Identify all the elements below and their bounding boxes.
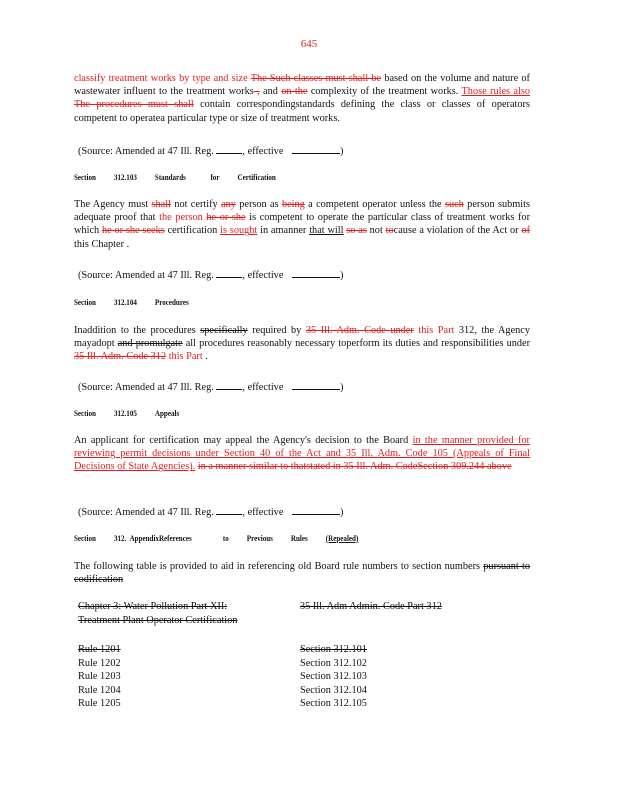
heading-repealed: (Repealed)	[325, 533, 359, 543]
body-text: Inaddition to the procedures	[74, 325, 201, 336]
deleted-text: he or she	[206, 212, 246, 224]
inserted-text: Those rules also	[461, 86, 530, 98]
left-header-line: Chapter 3: Water Pollution Part XII:	[78, 601, 228, 612]
paragraph-appendix-intro	[74, 560, 530, 586]
heading-number: 312.	[113, 533, 127, 543]
deleted-text: he or she seeks	[101, 225, 165, 237]
blank-line	[216, 268, 242, 278]
blank-line	[292, 144, 340, 154]
table-row: Section 312.101	[300, 644, 367, 655]
body-text: .	[202, 351, 208, 363]
inserted-text: is sought	[220, 225, 258, 237]
body-text: complexity of the treatment works.	[307, 86, 462, 98]
heading-word: Previous	[246, 533, 273, 543]
heading-section: Section	[74, 533, 96, 543]
table-row: Section 312.102	[300, 657, 367, 669]
source-label: (Source: Amended at 47 Ill. Reg.	[78, 382, 214, 393]
inserted-text: this Part	[418, 325, 455, 336]
body-text: a competent operator unless the	[304, 199, 445, 210]
left-header-line: Treatment Plant Operator Certification	[78, 614, 238, 626]
inserted-text: the person	[159, 212, 203, 224]
body-text: that will	[309, 225, 344, 237]
table-row: Section 312.105	[300, 698, 367, 710]
body-text: person as	[235, 199, 282, 210]
heading-section: Section	[74, 297, 96, 307]
inserted-text: in the manner provided for reviewing permit decisions under Section 40 of the Act and 35 Ill. Adm. Code 105 (Appeals of Final Decisions of State Agencies).	[74, 435, 530, 473]
paragraph-standards	[74, 198, 530, 251]
body-text: is competent to operate the particular class of treatment works for which	[74, 212, 530, 237]
heading-title: Procedures	[154, 297, 189, 307]
paragraph-procedures	[74, 324, 530, 364]
body-text: contain correspondingstandards defining the class or classes of operators competent to operatea particular type or size of treatment works.	[74, 99, 530, 124]
body-text: in amanner	[257, 225, 310, 237]
heading-section: Section	[74, 408, 96, 418]
body-text: required by	[247, 325, 306, 336]
page-number: 645	[300, 38, 318, 50]
table-row: Section 312.103	[300, 671, 367, 683]
heading-word: Certification	[237, 172, 276, 182]
body-text: 312, the Agency mayadopt	[74, 325, 531, 350]
body-text: person submits adequate proof that	[74, 199, 530, 224]
deleted-text: shall	[151, 199, 171, 210]
heading-word: for	[210, 172, 220, 182]
deleted-text: 35 Ill. Adm. Code 312	[74, 351, 167, 363]
body-text: all procedures reasonably necessary toperform its duties and responsibilities under	[182, 338, 531, 350]
heading-number: 312.103	[113, 172, 137, 182]
deleted-text: specifically	[200, 325, 248, 336]
source-effective: , effective	[242, 507, 284, 518]
body-text: The Agency must	[74, 199, 152, 210]
source-note-3: (Source: Amended at 47 Ill. Reg. , effective )	[78, 382, 344, 393]
table-row: Rule 1202	[78, 657, 121, 669]
paragraph-classification	[74, 72, 530, 125]
deleted-text: to	[385, 225, 394, 237]
body-text: not	[366, 225, 386, 237]
body-text: cause a violation of the Act or	[393, 225, 522, 237]
source-note-4: (Source: Amended at 47 Ill. Reg. , effective )	[78, 507, 344, 518]
deleted-text: in a manner similar to thatstated in 35 Ill. Adm. CodeSection 309.244 above	[197, 461, 512, 473]
blank-line	[216, 144, 242, 154]
source-note-2: (Source: Amended at 47 Ill. Reg. , effective )	[78, 270, 344, 281]
heading-title: AppendixReferences	[129, 533, 192, 543]
paragraph-appeals	[74, 434, 530, 474]
body-text: certification	[164, 225, 221, 237]
blank-line	[216, 505, 242, 515]
heading-word: to	[222, 533, 229, 543]
table-row: Rule 1203	[78, 671, 121, 683]
table-row: Rule 1205	[78, 698, 121, 710]
deleted-text: such	[444, 199, 464, 210]
deleted-text: of	[521, 225, 531, 237]
table-row: Rule 1201	[78, 644, 121, 655]
deleted-text: ,	[253, 86, 260, 98]
source-note-1: (Source: Amended at 47 Ill. Reg. , effective )	[78, 146, 344, 157]
heading-section: Section	[74, 172, 96, 182]
table-left-header	[78, 600, 237, 627]
heading-word: Rules	[290, 533, 308, 543]
table-right-column	[300, 643, 367, 711]
heading-number: 312.104	[113, 297, 137, 307]
source-label: (Source: Amended at 47 Ill. Reg.	[78, 270, 214, 281]
table-row: Section 312.104	[300, 684, 367, 696]
section-heading-312-105	[74, 408, 197, 418]
body-text: An applicant for certification may appeal the Agency's decision to the Board	[74, 435, 413, 446]
deleted-text: The Such classes must shall be	[250, 73, 382, 84]
inserted-text: classify treatment works by type and size	[74, 73, 251, 84]
deleted-text: and promulgate	[117, 338, 183, 350]
heading-title: Standards	[154, 172, 186, 182]
source-label: (Source: Amended at 47 Ill. Reg.	[78, 507, 214, 518]
body-text: The following table is provided to aid in referencing old Board rule numbers to section numbers	[74, 561, 484, 572]
blank-line	[292, 505, 340, 515]
table-right-header: 35 Ill. Adm Admin. Code Part 312	[300, 601, 442, 612]
body-text: this Chapter .	[74, 238, 130, 250]
body-text: based on the volume and nature of wastewater influent to the treatment works	[74, 73, 530, 98]
section-heading-appendix	[74, 533, 376, 543]
blank-line	[216, 380, 242, 390]
table-left-column	[78, 643, 121, 711]
deleted-text: so as	[346, 225, 367, 237]
deleted-text: The procedures must shall	[74, 99, 194, 111]
source-effective: , effective	[242, 146, 284, 157]
section-heading-312-103	[74, 172, 294, 182]
blank-line	[292, 380, 340, 390]
deleted-text: 35 Ill. Adm. Code under	[305, 325, 414, 336]
body-text: and	[259, 86, 282, 98]
source-effective: , effective	[242, 382, 284, 393]
table-row: Rule 1204	[78, 684, 121, 696]
body-text: not certify	[170, 199, 222, 210]
deleted-text: being	[281, 199, 305, 210]
deleted-text: on the	[281, 86, 308, 98]
heading-number: 312.105	[113, 408, 137, 418]
source-label: (Source: Amended at 47 Ill. Reg.	[78, 146, 214, 157]
blank-line	[292, 268, 340, 278]
heading-title: Appeals	[154, 408, 180, 418]
deleted-text: pursuant to codification	[74, 561, 530, 586]
deleted-text: any	[221, 199, 236, 210]
section-heading-312-104	[74, 297, 207, 307]
source-effective: , effective	[242, 270, 284, 281]
inserted-text: this Part	[168, 351, 203, 363]
